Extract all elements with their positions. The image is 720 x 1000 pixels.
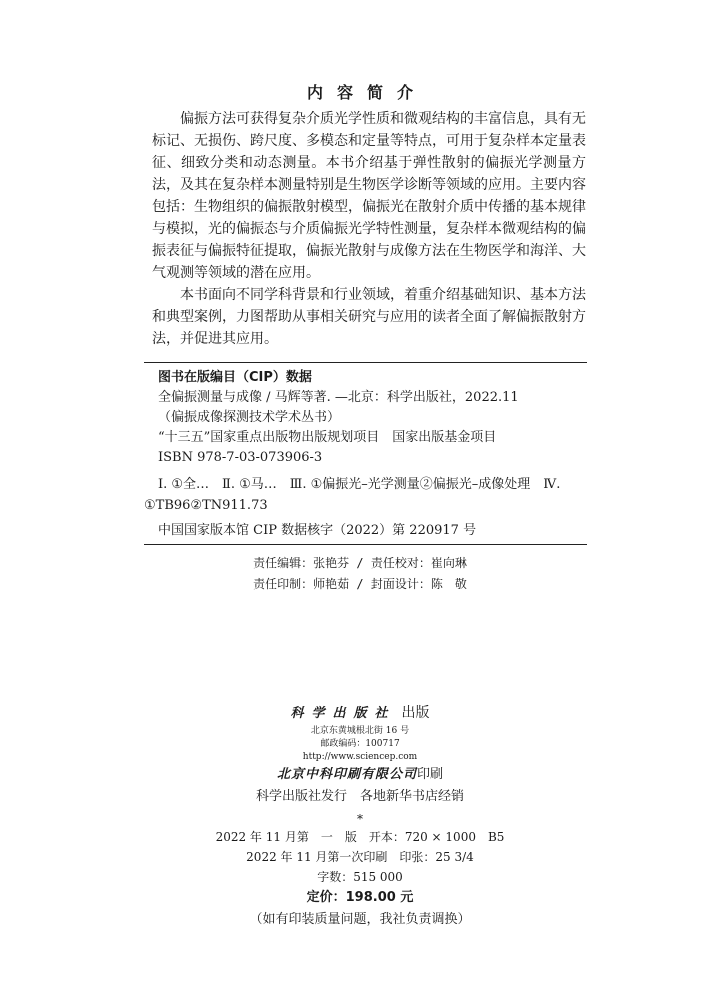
separator-star: * <box>357 812 363 826</box>
cip-heading: 图书在版编目（CIP）数据 <box>158 370 312 385</box>
content-summary <box>152 108 586 350</box>
publisher-website: http://www.sciencep.com <box>302 752 418 762</box>
quality-notice: （如有印装质量问题，我社负责调换） <box>249 912 471 927</box>
editors-line-2: 责任印制：师艳茹 / 封面设计：陈 敬 <box>253 577 467 591</box>
cip-check-number: 中国国家版本馆 CIP 数据核字（2022）第 220917 号 <box>158 523 477 538</box>
cip-data-block <box>144 362 587 545</box>
cip-series-line: （偏振成像探测技术学术丛书） <box>158 410 341 425</box>
page-title: 内容简介 <box>306 83 427 102</box>
cip-classification: Ⅰ. ①全… Ⅱ. ①马… Ⅲ. ①偏振光–光学测量②偏振光–成像处理 Ⅳ. ①TB96②TN911.73 <box>144 477 561 513</box>
distribution-line: 科学出版社发行 各地新华书店经销 <box>255 789 464 804</box>
edition-line: 2022 年 11 月第 一 版 开本：720 × 1000 B5 <box>215 830 505 844</box>
cip-project-line: “十三五”国家重点出版物出版规划项目 国家出版基金项目 <box>158 430 497 445</box>
publisher-seal-logo: 科学出版社 <box>290 706 396 721</box>
editors-credits <box>0 553 720 595</box>
publisher-postcode: 邮政编码：100717 <box>320 739 400 749</box>
cip-title-line: 全偏振测量与成像 / 马辉等著. —北京：科学出版社，2022.11 <box>158 390 519 405</box>
printer-line <box>0 764 720 785</box>
price-line: 定价：198.00 元 <box>306 890 414 905</box>
cip-isbn-line: ISBN 978-7-03-073906-3 <box>158 450 323 465</box>
publisher-line <box>0 702 720 725</box>
printing-line: 2022 年 11 月第一次印刷 印张：25 3/4 <box>246 850 474 864</box>
printer-suffix: 印刷 <box>417 767 444 782</box>
summary-paragraph-1: 偏振方法可获得复杂介质光学性质和微观结构的丰富信息，具有无标记、无损伤、跨尺度、多模态和定量等特点，可用于复杂样本定量表征、细致分类和动态测量。本书介绍基于弹性散射的偏振光学测量方法，及其在复杂样本测量特别是生物医学诊断等领域的应用。主要内容包括：生物组织的偏振散射模型，偏振光在散射介质中传播的基本规律与模拟，光的偏振态与介质偏振光学特性测量，复杂样本微观结构的偏振表征与偏振特征提取，偏振光散射与成像方法在生物医学和海洋、大气观测等领域的潜在应用。 <box>152 111 586 281</box>
editors-line-1: 责任编辑：张艳芬 / 责任校对：崔向琳 <box>253 556 467 570</box>
publisher-address: 北京东黄城根北街 16 号 <box>310 726 410 736</box>
imprint-block <box>0 702 720 931</box>
printer-name: 北京中科印刷有限公司 <box>276 767 417 782</box>
word-count-line: 字数：515 000 <box>317 870 403 884</box>
publisher-suffix: 出版 <box>401 705 430 721</box>
summary-paragraph-2: 本书面向不同学科背景和行业领域，着重介绍基础知识、基本方法和典型案例，力图帮助从事相关研究与应用的读者全面了解偏振散射方法，并促进其应用。 <box>152 287 586 347</box>
